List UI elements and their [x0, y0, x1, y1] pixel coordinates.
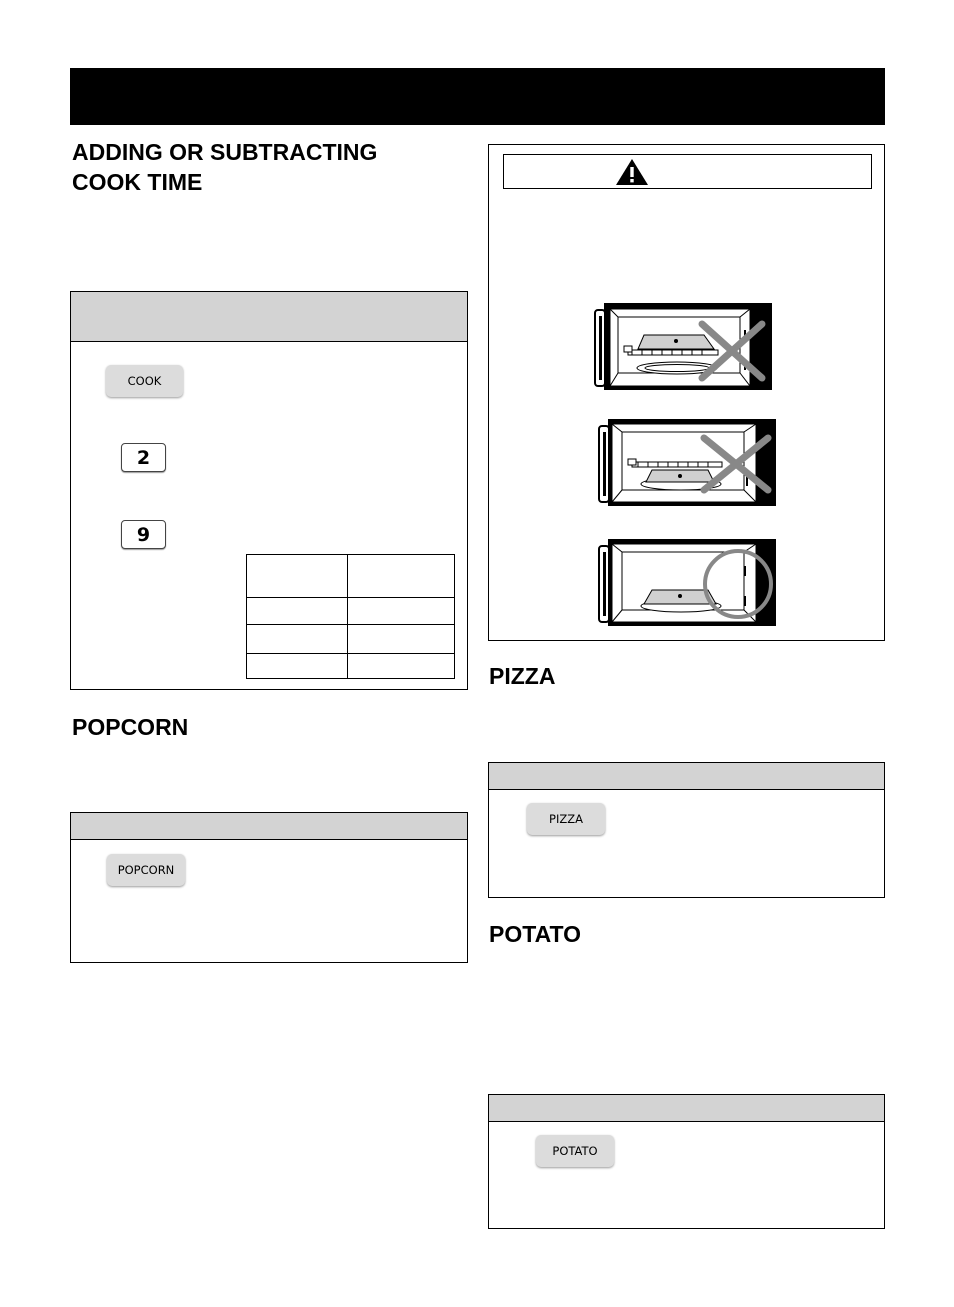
table-cell [247, 598, 348, 625]
table-cell [247, 555, 348, 598]
cook-button[interactable]: COOK [106, 365, 183, 397]
popcorn-button[interactable]: POPCORN [107, 854, 185, 886]
popcorn-instruction-box [70, 812, 468, 963]
potato-box-header [489, 1095, 884, 1122]
pizza-button[interactable]: PIZZA [527, 803, 605, 835]
adding-cook-time-title-line2: COOK TIME [72, 169, 203, 195]
table-row [247, 654, 455, 679]
oven-illustration-wrong-2 [596, 418, 778, 508]
table-cell [348, 598, 455, 625]
pizza-title: PIZZA [489, 663, 556, 689]
table-row [247, 625, 455, 654]
table-cell [348, 555, 455, 598]
warning-triangle-icon [614, 157, 650, 187]
adding-cook-time-title-line1: ADDING OR SUBTRACTING [72, 139, 378, 165]
popcorn-title: POPCORN [72, 714, 189, 740]
pizza-box-header [489, 763, 884, 790]
table-cell [247, 654, 348, 679]
potato-title: POTATO [489, 921, 581, 947]
table-cell [247, 625, 348, 654]
number-2-button[interactable]: 2 [121, 443, 166, 472]
cook-time-table [246, 554, 455, 679]
page-header-bar [70, 68, 885, 125]
cook-time-box-header [71, 292, 467, 342]
potato-button[interactable]: POTATO [536, 1135, 614, 1167]
popcorn-box-header [71, 813, 467, 840]
oven-illustration-correct [596, 538, 778, 628]
number-9-button[interactable]: 9 [121, 520, 166, 549]
table-row [247, 598, 455, 625]
table-cell [348, 625, 455, 654]
oven-illustration-wrong-1 [592, 302, 774, 392]
adding-cook-time-heading [72, 137, 377, 197]
table-row [247, 555, 455, 598]
table-cell [348, 654, 455, 679]
warning-title-bar [503, 154, 872, 189]
